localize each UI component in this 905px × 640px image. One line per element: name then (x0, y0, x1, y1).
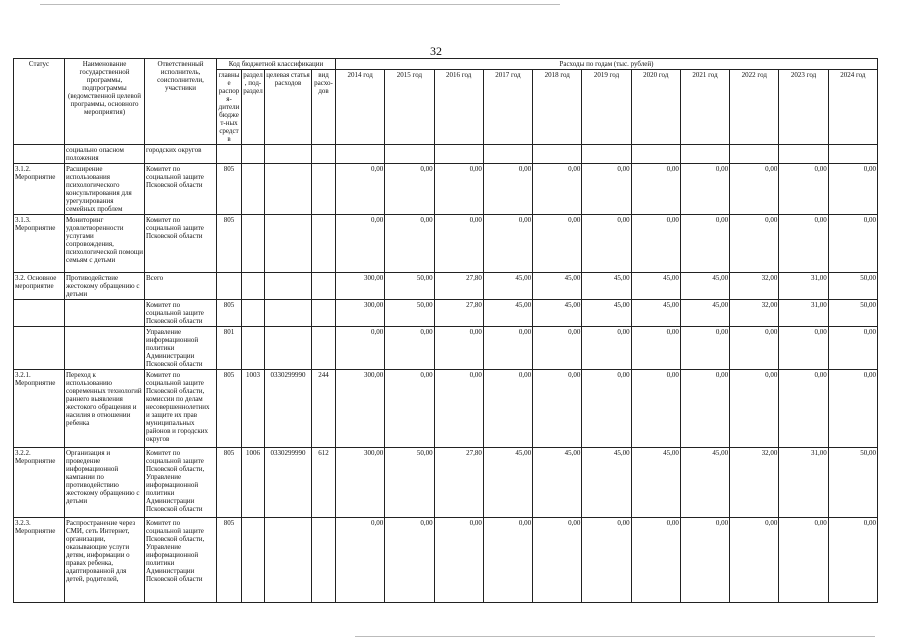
table-row (14, 518, 878, 603)
row-year-value (533, 145, 582, 164)
row-grbs: 805 (217, 448, 242, 518)
row-year-value: 0,00 (483, 215, 532, 273)
row-year-value: 50,00 (828, 300, 877, 327)
row-executor: Комитет по социальной защите Псковской области, комиссии по делам несовершеннолетних и защите их прав муниципальных районов и городских округов (145, 370, 217, 448)
row-name: социально опасном положения (65, 145, 145, 164)
row-year-value: 31,00 (779, 448, 828, 518)
row-section (242, 145, 265, 164)
row-year-value (336, 145, 385, 164)
header-expenses: Расходы по годам (тыс. рублей) (336, 59, 878, 70)
row-year-value: 45,00 (631, 300, 680, 327)
row-year-value: 0,00 (828, 518, 877, 603)
row-year-value: 0,00 (680, 215, 729, 273)
row-year-value: 0,00 (582, 370, 631, 448)
row-year-value (730, 145, 779, 164)
row-target-item (265, 518, 312, 603)
row-year-value: 32,00 (730, 448, 779, 518)
row-year-value: 0,00 (434, 164, 483, 215)
header-year: 2019 год (582, 70, 631, 145)
row-year-value: 0,00 (533, 327, 582, 370)
row-year-value: 0,00 (730, 370, 779, 448)
row-executor: Комитет по социальной защите Псковской области (145, 164, 217, 215)
row-year-value: 45,00 (533, 448, 582, 518)
row-grbs: 805 (217, 164, 242, 215)
table-body (14, 145, 878, 603)
row-target-item (265, 300, 312, 327)
header-grbs: главные распоря-дители бюджет-ных средств (217, 70, 242, 145)
row-year-value: 45,00 (483, 300, 532, 327)
header-year: 2022 год (730, 70, 779, 145)
row-year-value: 50,00 (828, 448, 877, 518)
row-expense-type: 244 (312, 370, 336, 448)
row-grbs: 805 (217, 370, 242, 448)
row-executor: городских округов (145, 145, 217, 164)
row-year-value: 0,00 (434, 518, 483, 603)
row-executor: Комитет по социальной защите Псковской области, Управление информационной политики Администрации Псковской области (145, 448, 217, 518)
row-year-value: 300,00 (336, 370, 385, 448)
row-year-value: 0,00 (631, 164, 680, 215)
row-year-value: 45,00 (631, 448, 680, 518)
header-year: 2015 год (385, 70, 434, 145)
header-year: 2017 год (483, 70, 532, 145)
row-year-value: 0,00 (730, 327, 779, 370)
row-status: 3.2.1. Мероприятие (14, 370, 65, 448)
row-year-value: 300,00 (336, 448, 385, 518)
row-section (242, 518, 265, 603)
table-row (14, 145, 878, 164)
row-target-item (265, 273, 312, 300)
row-year-value (483, 145, 532, 164)
row-year-value: 0,00 (730, 164, 779, 215)
header-status: Статус (14, 59, 65, 145)
table-row (14, 370, 878, 448)
header-year: 2023 год (779, 70, 828, 145)
row-year-value: 0,00 (779, 518, 828, 603)
row-executor: Управление информационной политики Администрации Псковской области (145, 327, 217, 370)
row-section (242, 164, 265, 215)
budget-table (13, 58, 878, 603)
row-year-value: 0,00 (483, 327, 532, 370)
row-year-value: 45,00 (483, 448, 532, 518)
header-year: 2018 год (533, 70, 582, 145)
row-year-value: 45,00 (582, 448, 631, 518)
table-row (14, 327, 878, 370)
header-year: 2024 год (828, 70, 877, 145)
row-year-value: 0,00 (434, 370, 483, 448)
row-year-value: 0,00 (533, 215, 582, 273)
row-year-value: 0,00 (434, 215, 483, 273)
row-year-value: 50,00 (385, 448, 434, 518)
scan-edge-line-bottom (355, 636, 875, 637)
row-executor: Комитет по социальной защите Псковской области (145, 300, 217, 327)
row-name: Противодействие жестокому обращению с детьми (65, 273, 145, 300)
header-expense-type: вид расхо-дов (312, 70, 336, 145)
row-year-value: 0,00 (385, 370, 434, 448)
row-year-value: 45,00 (680, 300, 729, 327)
table-row (14, 448, 878, 518)
row-year-value: 0,00 (336, 327, 385, 370)
row-grbs: 805 (217, 300, 242, 327)
header-row-1 (14, 59, 878, 70)
row-year-value: 0,00 (582, 518, 631, 603)
row-year-value: 50,00 (385, 300, 434, 327)
row-year-value (434, 145, 483, 164)
row-year-value (828, 145, 877, 164)
row-year-value: 0,00 (533, 518, 582, 603)
row-year-value (385, 145, 434, 164)
row-year-value: 0,00 (730, 518, 779, 603)
table-row (14, 273, 878, 300)
row-target-item (265, 327, 312, 370)
row-year-value: 0,00 (631, 215, 680, 273)
row-grbs: 805 (217, 215, 242, 273)
row-expense-type (312, 145, 336, 164)
row-year-value: 0,00 (385, 215, 434, 273)
row-status: 3.1.2. Мероприятие (14, 164, 65, 215)
row-expense-type (312, 518, 336, 603)
row-year-value: 0,00 (631, 327, 680, 370)
row-year-value: 0,00 (631, 370, 680, 448)
row-year-value: 45,00 (533, 273, 582, 300)
row-year-value: 32,00 (730, 273, 779, 300)
header-year: 2020 год (631, 70, 680, 145)
row-grbs: 801 (217, 327, 242, 370)
table-row (14, 164, 878, 215)
row-year-value: 0,00 (779, 215, 828, 273)
row-year-value (582, 145, 631, 164)
row-year-value: 27,80 (434, 300, 483, 327)
row-year-value: 50,00 (828, 273, 877, 300)
row-year-value (631, 145, 680, 164)
row-target-item (265, 145, 312, 164)
row-name: Расширение использования психологического консультирования для урегулирования семейных проблем (65, 164, 145, 215)
row-grbs: 805 (217, 518, 242, 603)
row-grbs (217, 273, 242, 300)
row-status: 3.2. Основное мероприятие (14, 273, 65, 300)
row-year-value: 0,00 (533, 370, 582, 448)
row-name: Переход к использованию современных технологий раннего выявления жестокого обращения и насилия в отношении ребенка (65, 370, 145, 448)
row-year-value (680, 145, 729, 164)
row-year-value: 0,00 (828, 215, 877, 273)
row-year-value: 0,00 (336, 164, 385, 215)
row-year-value: 31,00 (779, 273, 828, 300)
row-name: Организация и проведение информационной кампании по противодействию жестокому обращению с детьми (65, 448, 145, 518)
header-year: 2021 год (680, 70, 729, 145)
row-expense-type (312, 215, 336, 273)
row-year-value: 0,00 (483, 164, 532, 215)
row-year-value: 45,00 (631, 273, 680, 300)
header-year: 2016 год (434, 70, 483, 145)
row-status (14, 327, 65, 370)
row-year-value: 32,00 (730, 300, 779, 327)
row-year-value: 0,00 (680, 327, 729, 370)
row-name: Мониторинг удовлетворенности услугами сопровождения, психологической помощи семьям с детьми (65, 215, 145, 273)
page-number: 32 (430, 44, 442, 58)
row-section (242, 327, 265, 370)
row-year-value: 0,00 (828, 370, 877, 448)
row-year-value: 0,00 (385, 327, 434, 370)
header-target-item: целевая статья расходов (265, 70, 312, 145)
row-name (65, 300, 145, 327)
row-year-value: 0,00 (680, 164, 729, 215)
row-year-value: 0,00 (385, 518, 434, 603)
row-year-value: 45,00 (680, 448, 729, 518)
row-section (242, 273, 265, 300)
row-section (242, 300, 265, 327)
row-name (65, 327, 145, 370)
row-year-value: 0,00 (434, 327, 483, 370)
scan-edge-line (40, 4, 560, 5)
row-status (14, 145, 65, 164)
table-row (14, 300, 878, 327)
row-year-value: 300,00 (336, 273, 385, 300)
row-year-value: 27,80 (434, 448, 483, 518)
row-status: 3.1.3. Мероприятие (14, 215, 65, 273)
row-name: Распространение через СМИ, сеть Интернет, организации, оказывающие услуги детям, информации о правах ребенка, адаптированной для детей, родителей, (65, 518, 145, 603)
row-year-value: 0,00 (336, 215, 385, 273)
row-target-item (265, 215, 312, 273)
row-year-value: 0,00 (582, 215, 631, 273)
row-year-value: 300,00 (336, 300, 385, 327)
row-target-item: 0330299990 (265, 370, 312, 448)
row-target-item: 0330299990 (265, 448, 312, 518)
row-year-value: 0,00 (779, 327, 828, 370)
row-year-value: 0,00 (779, 164, 828, 215)
row-year-value: 45,00 (582, 273, 631, 300)
row-executor: Всего (145, 273, 217, 300)
row-year-value: 0,00 (779, 370, 828, 448)
header-executor: Ответственный исполнитель, соисполнители, участники (145, 59, 217, 145)
row-year-value: 0,00 (680, 518, 729, 603)
row-year-value: 0,00 (730, 215, 779, 273)
row-year-value: 45,00 (533, 300, 582, 327)
row-year-value: 0,00 (828, 327, 877, 370)
row-year-value: 45,00 (483, 273, 532, 300)
row-expense-type (312, 273, 336, 300)
row-expense-type (312, 327, 336, 370)
row-status: 3.2.3. Мероприятие (14, 518, 65, 603)
row-year-value: 45,00 (582, 300, 631, 327)
row-executor: Комитет по социальной защите Псковской области, Управление информационной политики Администрации Псковской области (145, 518, 217, 603)
row-year-value: 0,00 (582, 164, 631, 215)
row-year-value: 0,00 (582, 327, 631, 370)
header-year: 2014 год (336, 70, 385, 145)
row-year-value: 0,00 (828, 164, 877, 215)
row-section (242, 215, 265, 273)
header-budget-code: Код бюджетной классификации (217, 59, 336, 70)
row-year-value: 45,00 (680, 273, 729, 300)
row-target-item (265, 164, 312, 215)
row-status: 3.2.2. Мероприятие (14, 448, 65, 518)
row-year-value: 0,00 (483, 370, 532, 448)
header-name: Наименование государственной программы, подпрограммы (ведомственной целевой программы, основного мероприятия) (65, 59, 145, 145)
row-year-value: 0,00 (483, 518, 532, 603)
row-section: 1003 (242, 370, 265, 448)
table-row (14, 215, 878, 273)
row-section: 1006 (242, 448, 265, 518)
row-executor: Комитет по социальной защите Псковской области (145, 215, 217, 273)
row-year-value: 31,00 (779, 300, 828, 327)
row-expense-type (312, 300, 336, 327)
row-year-value: 0,00 (336, 518, 385, 603)
row-expense-type (312, 164, 336, 215)
row-year-value: 27,80 (434, 273, 483, 300)
row-year-value: 0,00 (680, 370, 729, 448)
row-grbs (217, 145, 242, 164)
row-year-value: 0,00 (385, 164, 434, 215)
row-expense-type: 612 (312, 448, 336, 518)
row-status (14, 300, 65, 327)
row-year-value (779, 145, 828, 164)
row-year-value: 0,00 (533, 164, 582, 215)
row-year-value: 50,00 (385, 273, 434, 300)
row-year-value: 0,00 (631, 518, 680, 603)
header-section: раздел, под-раздел (242, 70, 265, 145)
